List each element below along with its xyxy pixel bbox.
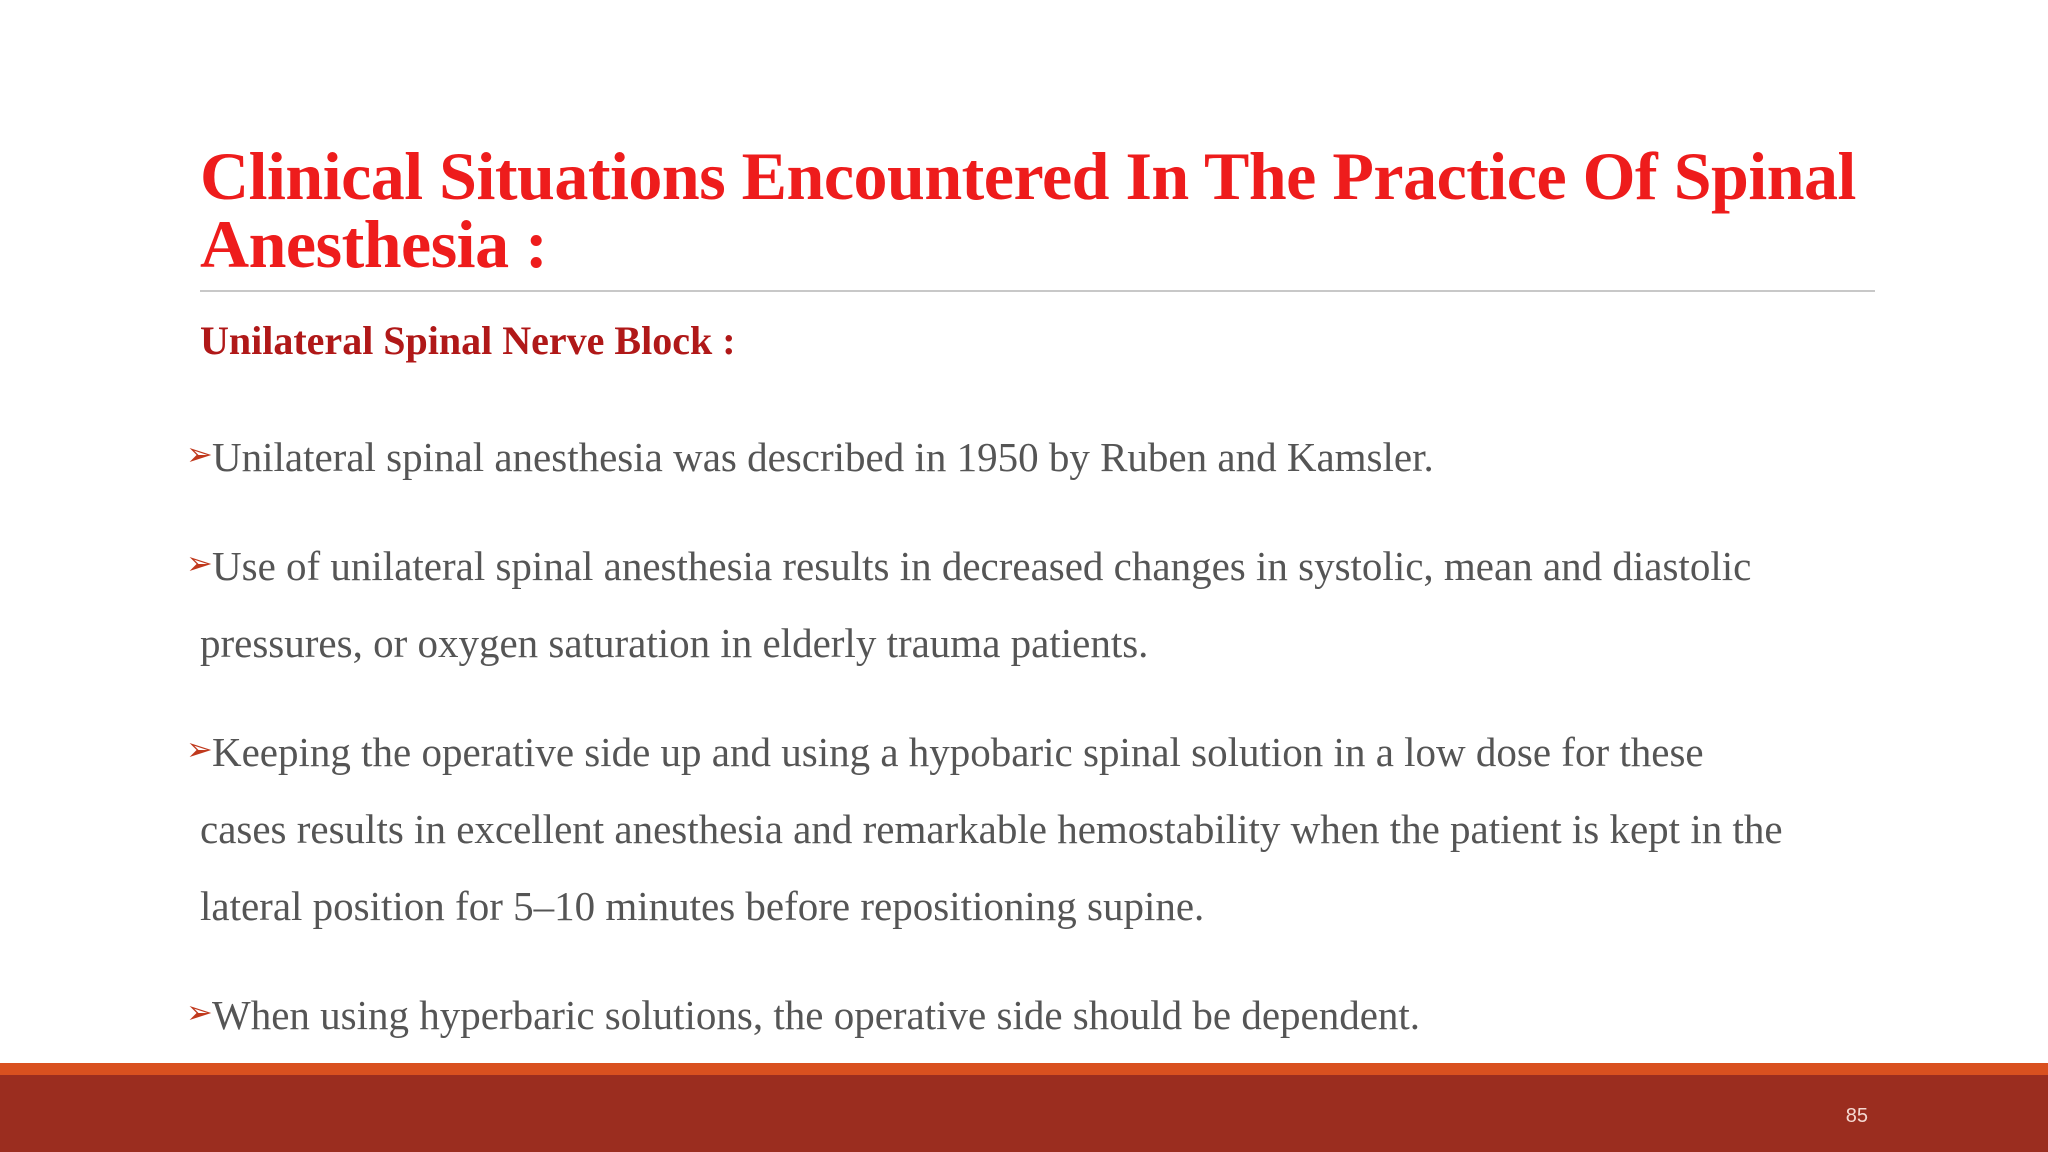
bullet-2-line-2: pressures, or oxygen saturation in elderly trauma patients. <box>200 620 1149 666</box>
arrowhead-bullet-icon: ➢ <box>186 436 213 472</box>
arrowhead-bullet-icon: ➢ <box>186 994 213 1030</box>
slide-title-line-1: Clinical Situations Encountered In The Practice Of Spinal <box>200 138 1856 214</box>
bullet-item-3 <box>186 711 1886 945</box>
slide-title <box>200 138 1900 282</box>
footer-band <box>0 1075 2048 1152</box>
bullet-list <box>186 416 1886 1083</box>
slide-title-line-2: Anesthesia : <box>200 206 548 282</box>
bullet-3-line-3: lateral position for 5–10 minutes before repositioning supine. <box>200 883 1205 929</box>
bullet-4-line-1: When using hyperbaric solutions, the operative side should be dependent. <box>212 992 1421 1038</box>
arrowhead-bullet-icon: ➢ <box>186 545 213 581</box>
bullet-item-1 <box>186 416 1886 496</box>
bullet-item-2 <box>186 525 1886 682</box>
section-subtitle: Unilateral Spinal Nerve Block : <box>200 318 736 363</box>
bullet-3-line-2: cases results in excellent anesthesia and remarkable hemostability when the patient is kept in the <box>200 806 1783 852</box>
arrowhead-bullet-icon: ➢ <box>186 731 213 767</box>
title-divider <box>200 290 1875 292</box>
bullet-3-line-1: Keeping the operative side up and using a hypobaric spinal solution in a low dose for these <box>212 729 1704 775</box>
footer-accent-stripe <box>0 1063 2048 1075</box>
bullet-2-line-1: Use of unilateral spinal anesthesia results in decreased changes in systolic, mean and diastolic <box>212 543 1752 589</box>
bullet-1-line-1: Unilateral spinal anesthesia was described in 1950 by Ruben and Kamsler. <box>212 434 1434 480</box>
bullet-item-4 <box>186 974 1886 1054</box>
page-number: 85 <box>1845 1105 1868 1127</box>
